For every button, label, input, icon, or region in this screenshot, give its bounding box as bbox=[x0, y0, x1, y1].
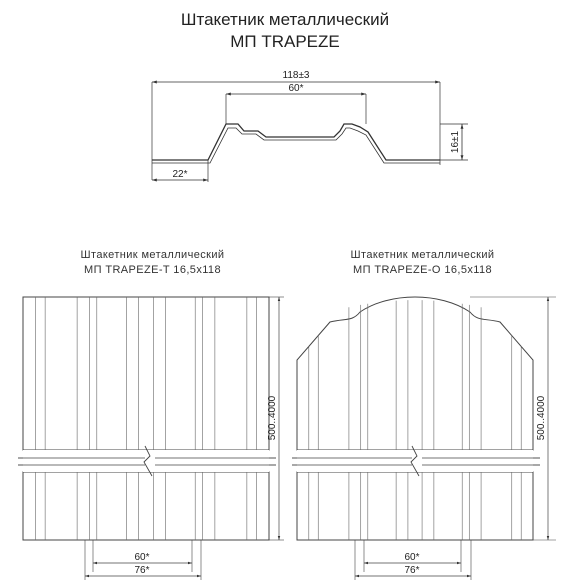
right-length-label: 500..4000 bbox=[536, 395, 547, 441]
left-length-label: 500..4000 bbox=[267, 395, 278, 441]
panel-trapeze-o bbox=[292, 297, 556, 580]
dim-top-label: 60* bbox=[288, 83, 304, 94]
dim-total-label: 118±3 bbox=[282, 70, 310, 81]
profile-outline-inner bbox=[152, 128, 440, 163]
profile-outline bbox=[152, 124, 440, 160]
panel-trapeze-t bbox=[18, 297, 284, 580]
left-outer-width-label: 76* bbox=[134, 565, 150, 576]
right-caption-line-2: МП TRAPEZE-O 16,5x118 bbox=[353, 264, 492, 276]
left-caption-line-1: Штакетник металлический bbox=[80, 249, 225, 261]
dim-height-label: 16±1 bbox=[450, 130, 461, 154]
right-caption-line-1: Штакетник металлический bbox=[350, 249, 495, 261]
profile-section bbox=[152, 82, 468, 182]
right-inner-width-label: 60* bbox=[404, 552, 420, 563]
title-line-2: МП TRAPEZE bbox=[230, 32, 340, 51]
right-outer-width-label: 76* bbox=[404, 565, 420, 576]
dim-bottom-label: 22* bbox=[172, 169, 188, 180]
left-caption-line-2: МП TRAPEZE-T 16,5x118 bbox=[84, 264, 221, 276]
left-inner-width-label: 60* bbox=[134, 552, 150, 563]
title-line-1: Штакетник металлический bbox=[180, 10, 390, 29]
